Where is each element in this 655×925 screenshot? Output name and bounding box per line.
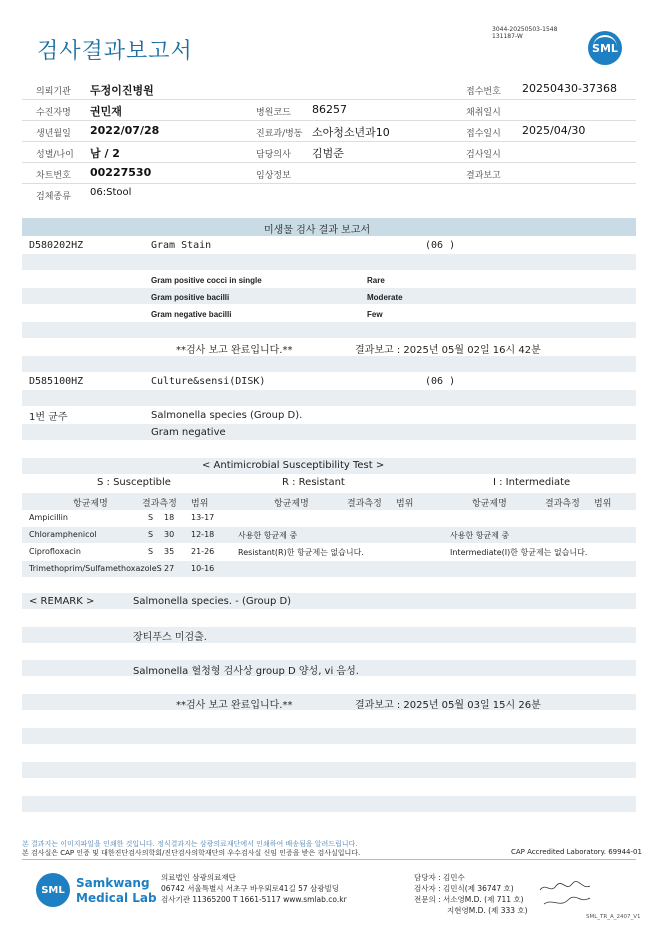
ast-col-drug: 항균제명 bbox=[274, 499, 309, 509]
sml-logo: SML bbox=[588, 31, 622, 65]
ast-col-drug: 항균제명 bbox=[73, 499, 108, 509]
info-row-birth bbox=[22, 121, 636, 142]
name-value: 권민재 bbox=[90, 105, 122, 118]
ast-value: 30 bbox=[164, 530, 175, 539]
hospital-code-label: 병원코드 bbox=[256, 108, 291, 118]
ast-value: 27 bbox=[164, 564, 175, 573]
band bbox=[22, 593, 636, 609]
remark-label: < REMARK > bbox=[29, 596, 95, 607]
culture-name: Culture&sensi(DISK) bbox=[151, 376, 266, 387]
receipt-no-label: 접수번호 bbox=[466, 87, 501, 97]
receipt-no-value: 20250430-37368 bbox=[522, 82, 617, 95]
sex-age-label: 성별/나이 bbox=[36, 150, 74, 160]
gram-report-time: 결과보고 : 2025년 05월 02일 16시 42분 bbox=[355, 345, 541, 356]
chart-label: 차트번호 bbox=[36, 171, 71, 181]
isolate-label: 1번 균주 bbox=[29, 412, 68, 423]
test-date-label: 검사일시 bbox=[466, 150, 501, 160]
footer-org: 의료법인 삼광의료재단 bbox=[161, 873, 236, 882]
sml-footer-logo: SML bbox=[36, 873, 70, 907]
hospital-label: 의뢰기관 bbox=[36, 87, 71, 97]
ast-note-resistant: 사용한 항균제 중 bbox=[238, 531, 298, 540]
footer-logo-name1: Samkwang bbox=[76, 876, 150, 890]
remark-line3: Salmonella 혈청형 검사상 group D 양성, vi 음성. bbox=[133, 666, 359, 677]
ast-range: 10-16 bbox=[191, 564, 215, 573]
footer-staff3: 전문의 : 서소영M.D. (제 711 호) bbox=[414, 895, 524, 904]
hospital-value: 두정이진병원 bbox=[90, 84, 154, 97]
specimen-value: 06:Stool bbox=[90, 187, 132, 198]
gram-complete-text: **검사 보고 완료입니다.** bbox=[176, 345, 293, 356]
footer-staff2: 검사자 : 김민식(제 36747 호) bbox=[414, 884, 514, 893]
ast-col-result: 결과측정 bbox=[347, 499, 382, 509]
ast-note-resistant: Resistant(R)한 항균제는 없습니다. bbox=[238, 548, 364, 557]
band bbox=[22, 627, 636, 643]
ast-col-range: 범위 bbox=[396, 499, 414, 509]
band bbox=[22, 356, 636, 372]
ast-legend-i: I : Intermediate bbox=[493, 477, 571, 488]
collect-date-label: 채취일시 bbox=[466, 108, 501, 118]
ast-sir: S bbox=[148, 530, 154, 539]
info-row-chart bbox=[22, 163, 636, 184]
ast-note-intermediate: Intermediate(I)한 항균제는 없습니다. bbox=[450, 548, 588, 557]
ast-range: 13-17 bbox=[191, 513, 215, 522]
footer-divider bbox=[22, 859, 636, 860]
ast-col-drug: 항균제명 bbox=[472, 499, 507, 509]
doctor-value: 김범준 bbox=[312, 147, 344, 160]
footer-notice1: 본 결과지는 이미지파일을 인쇄한 것입니다. 정식결과지는 삼광의료재단에서 인쇄하여 배송됨을 알려드립니다. bbox=[22, 840, 358, 848]
chart-value: 00227530 bbox=[90, 166, 152, 179]
isolate-gram: Gram negative bbox=[151, 427, 226, 438]
ast-range: 12-18 bbox=[191, 530, 215, 539]
band bbox=[22, 493, 636, 510]
gram-code: D580202HZ bbox=[29, 240, 84, 251]
form-code: SML_TR_A_2407_V1 bbox=[586, 914, 641, 920]
ast-range: 21-26 bbox=[191, 547, 215, 556]
gram-result-value: Rare bbox=[367, 276, 385, 285]
footer-logo-name2: Medical Lab bbox=[76, 891, 157, 905]
hospital-code-value: 86257 bbox=[312, 103, 347, 116]
ast-title: < Antimicrobial Susceptibility Test > bbox=[202, 460, 385, 471]
ast-col-result: 결과측정 bbox=[545, 499, 580, 509]
final-report-time: 결과보고 : 2025년 05월 03일 15시 26분 bbox=[355, 700, 541, 711]
footer-staff4: 지현영M.D. (제 333 호) bbox=[447, 906, 528, 915]
gram-result-name: Gram positive cocci in single bbox=[151, 276, 262, 285]
footer-staff1: 담당자 : 김민수 bbox=[414, 873, 465, 882]
remark-line1: Salmonella species. - (Group D) bbox=[133, 596, 292, 607]
dept-value: 소아청소년과10 bbox=[312, 126, 390, 139]
receipt-date-label: 접수일시 bbox=[466, 129, 501, 139]
band bbox=[22, 254, 636, 270]
ast-legend-r: R : Resistant bbox=[282, 477, 345, 488]
document-code-line1: 3044-20250503-1548 bbox=[492, 26, 558, 33]
ast-drug: Trimethoprim/SulfamethoxazoleS bbox=[29, 564, 162, 573]
birth-label: 생년월일 bbox=[36, 129, 71, 139]
document-code-line2: 131187-W bbox=[492, 33, 523, 40]
footer-cap: CAP Accredited Laboratory. 69944-01 bbox=[511, 848, 642, 856]
name-label: 수진자명 bbox=[36, 108, 71, 118]
ast-sir: S bbox=[148, 547, 154, 556]
culture-specimen: (06 ) bbox=[425, 376, 456, 387]
signature-image bbox=[538, 878, 594, 910]
ast-note-intermediate: 사용한 항균제 중 bbox=[450, 531, 510, 540]
band bbox=[22, 288, 636, 304]
footer-contact: 검사기관 11365200 T 1661-5117 www.smlab.co.kr bbox=[161, 895, 347, 904]
info-row-specimen bbox=[22, 184, 636, 204]
isolate-name: Salmonella species (Group D). bbox=[151, 410, 303, 421]
dept-label: 진료과/병동 bbox=[256, 129, 303, 139]
band bbox=[22, 390, 636, 406]
footer-address: 06742 서울특별시 서초구 바우뫼로41길 57 삼광빌딩 bbox=[161, 884, 340, 893]
ast-drug: Chloramphenicol bbox=[29, 530, 97, 539]
report-label: 결과보고 bbox=[466, 171, 501, 181]
band bbox=[22, 694, 636, 710]
band bbox=[22, 527, 636, 543]
gram-specimen: (06 ) bbox=[425, 240, 456, 251]
gram-result-name: Gram negative bacilli bbox=[151, 310, 232, 319]
band bbox=[22, 728, 636, 744]
gram-result-value: Moderate bbox=[367, 293, 403, 302]
info-row-hospital bbox=[22, 79, 636, 100]
ast-legend-s: S : Susceptible bbox=[97, 477, 171, 488]
ast-drug: Ciprofloxacin bbox=[29, 547, 81, 556]
footer-notice2: 본 검사실은 CAP 인증 및 대한진단검사의학회/진단검사의학재단의 우수검사실 신임 인증을 받은 검사실입니다. bbox=[22, 849, 361, 857]
document-title: 검사결과보고서 bbox=[37, 39, 193, 64]
info-row-sex bbox=[22, 142, 636, 163]
birth-value: 2022/07/28 bbox=[90, 124, 160, 137]
ast-col-range: 범위 bbox=[191, 499, 209, 509]
gram-result-value: Few bbox=[367, 310, 383, 319]
doctor-label: 담당의사 bbox=[256, 150, 291, 160]
ast-col-result: 결과측정 bbox=[142, 499, 177, 509]
specimen-label: 검체종류 bbox=[36, 192, 71, 202]
band bbox=[22, 424, 636, 440]
section-title: 미생물 검사 결과 보고서 bbox=[264, 225, 371, 236]
band bbox=[22, 762, 636, 778]
gram-result-name: Gram positive bacilli bbox=[151, 293, 230, 302]
ast-value: 18 bbox=[164, 513, 175, 522]
band bbox=[22, 322, 636, 338]
final-complete-text: **검사 보고 완료입니다.** bbox=[176, 700, 293, 711]
ast-sir: S bbox=[148, 513, 154, 522]
band bbox=[22, 796, 636, 812]
sex-age-value: 남 / 2 bbox=[90, 147, 120, 160]
receipt-date-value: 2025/04/30 bbox=[522, 124, 586, 137]
ast-value: 35 bbox=[164, 547, 175, 556]
info-row-name bbox=[22, 100, 636, 121]
clinical-label: 임상정보 bbox=[256, 171, 291, 181]
remark-line2: 장티푸스 미검출. bbox=[133, 632, 207, 643]
gram-name: Gram Stain bbox=[151, 240, 212, 251]
ast-col-range: 범위 bbox=[594, 499, 612, 509]
culture-code: D585100HZ bbox=[29, 376, 84, 387]
ast-drug: Ampicillin bbox=[29, 513, 68, 522]
